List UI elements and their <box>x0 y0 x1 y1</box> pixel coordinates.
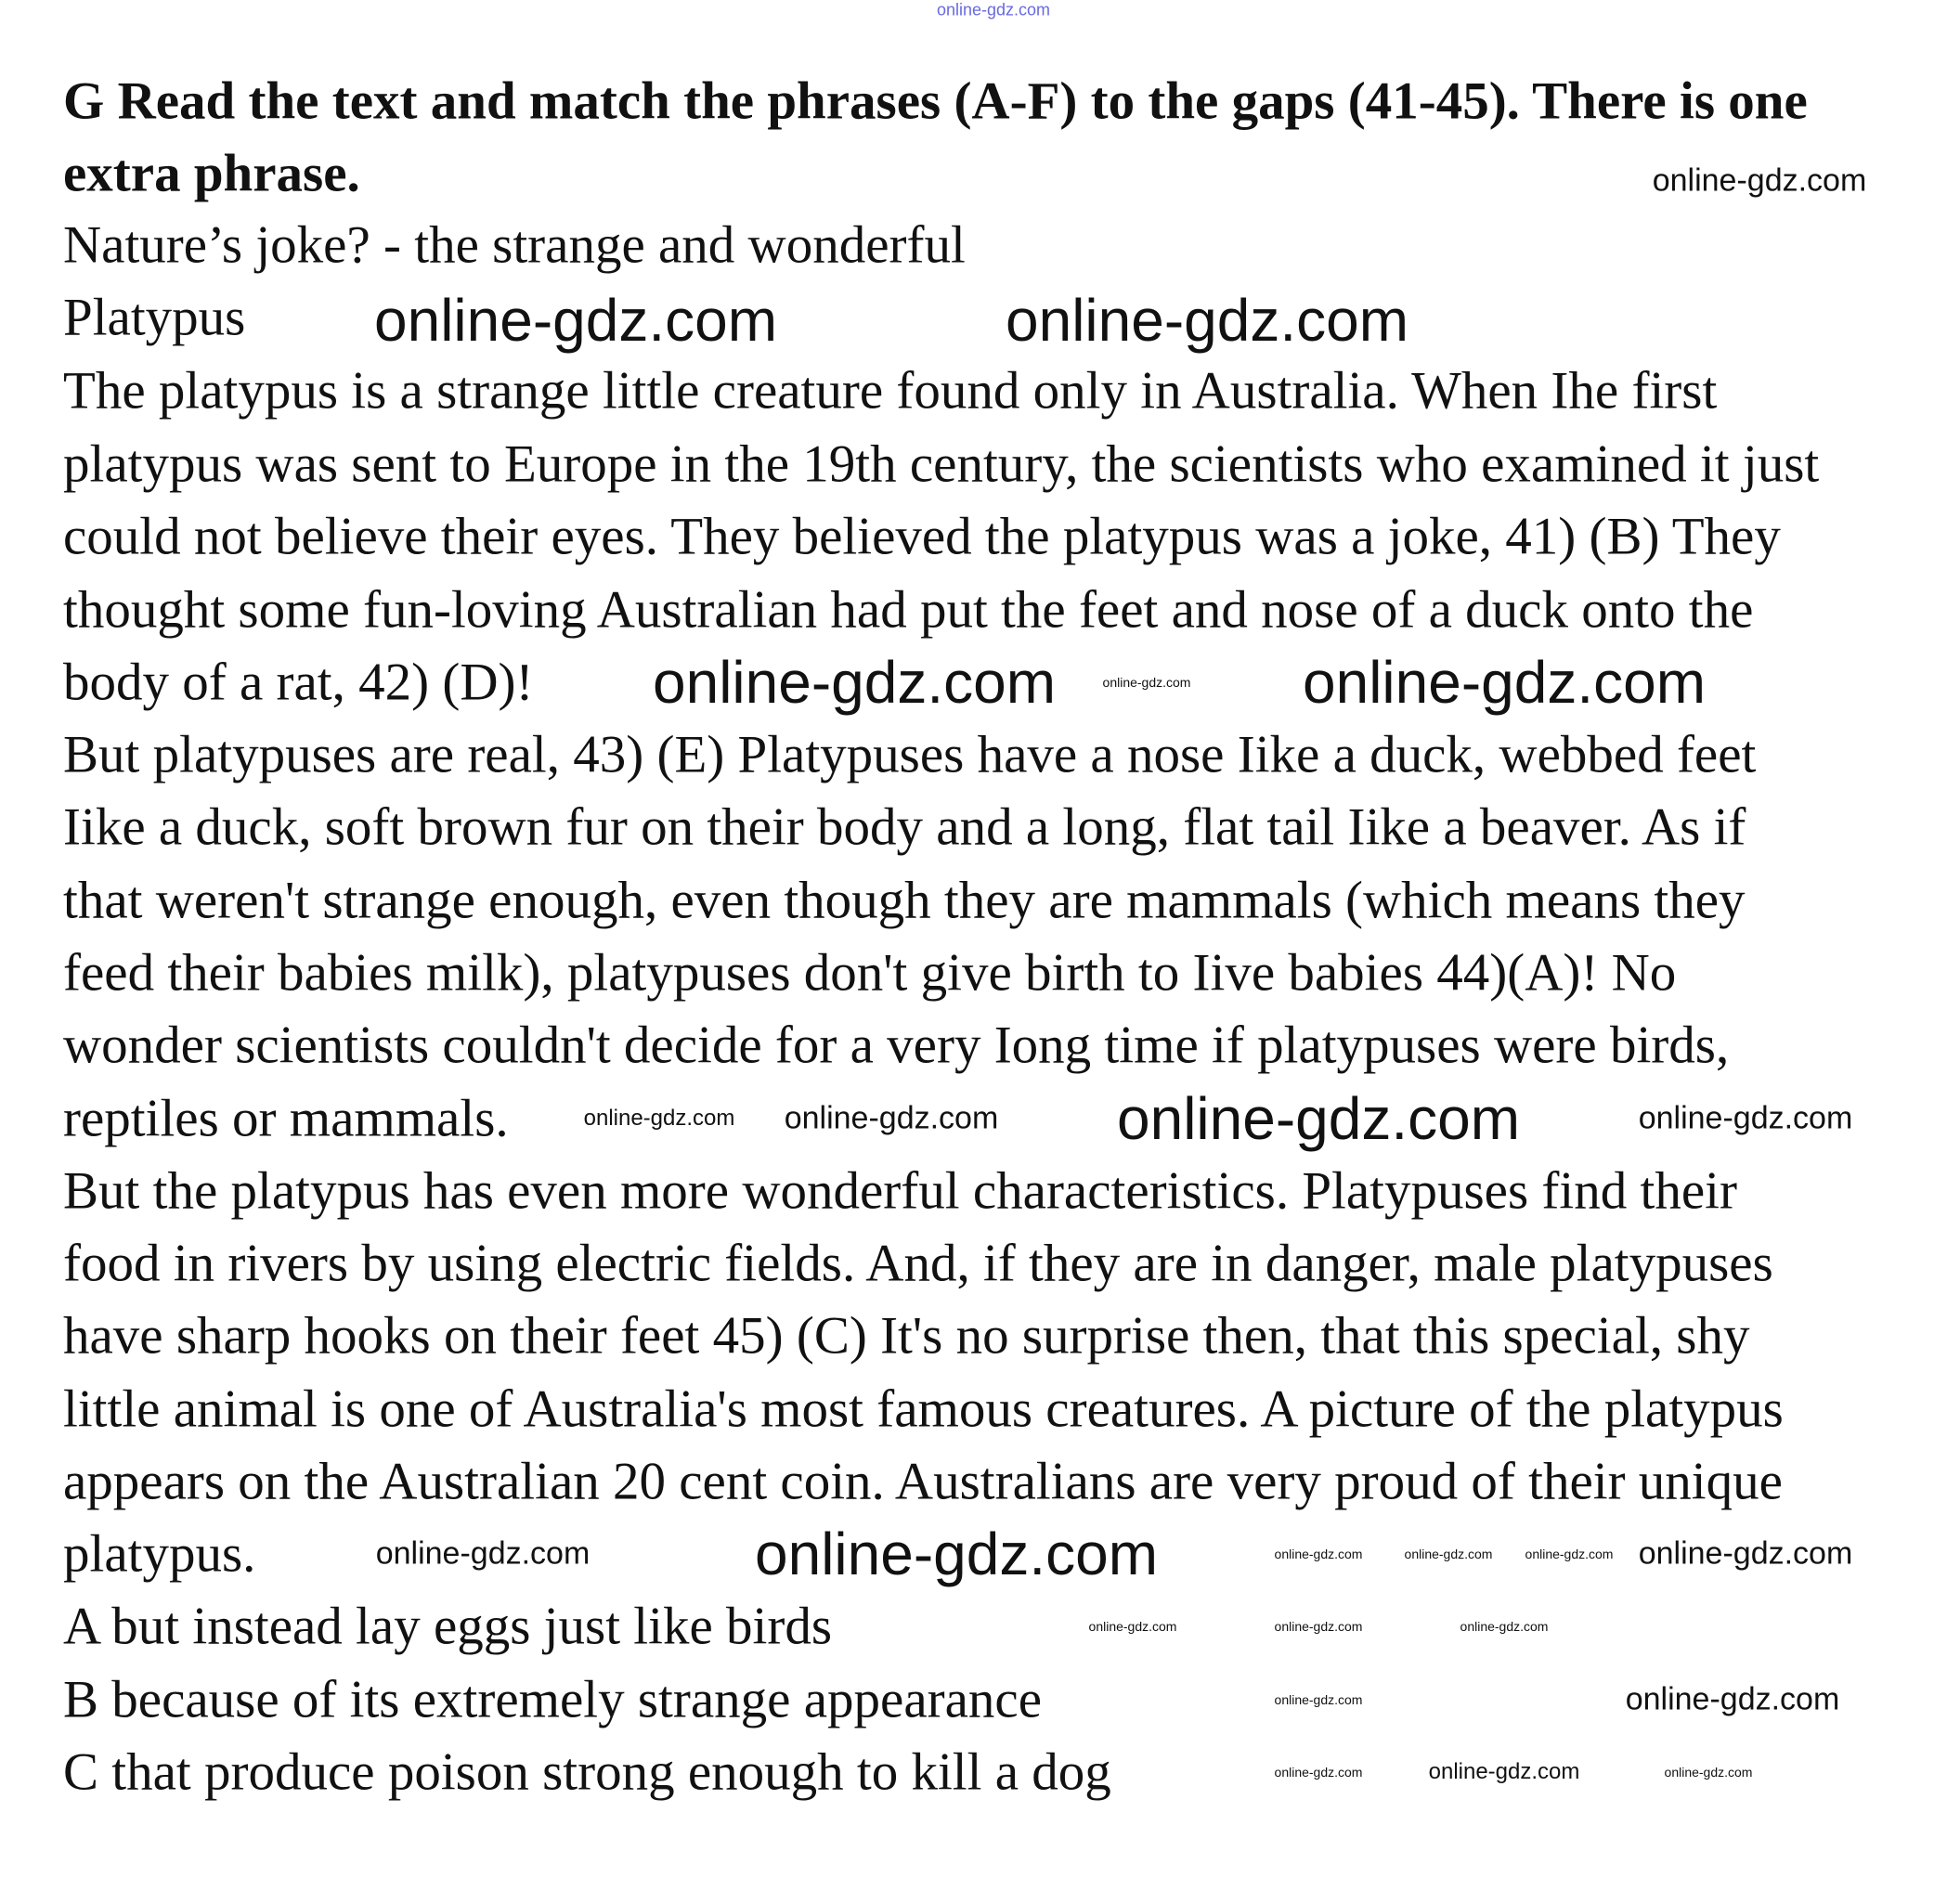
body-line: Iike a duck, soft brown fur on their body and a long, flat tail Iike a beaver. As if <box>63 797 1746 857</box>
watermark: online-gdz.com <box>1652 162 1867 199</box>
watermark: online-gdz.com <box>1638 1535 1853 1572</box>
watermark: online-gdz.com <box>1404 1547 1493 1561</box>
title-line: Platypus <box>63 288 246 347</box>
watermark: online-gdz.com <box>1274 1765 1363 1780</box>
body-line: platypus. <box>63 1524 256 1584</box>
body-line: feed their babies milk), platypuses don't give birth to Iive babies 44)(A)! No <box>63 943 1677 1003</box>
watermark: online-gdz.com <box>1102 675 1191 690</box>
watermark: online-gdz.com <box>784 1100 999 1136</box>
body-line: body of a rat, 42) (D)! <box>63 653 534 712</box>
watermark: online-gdz.com <box>1274 1692 1363 1707</box>
body-line: little animal is one of Australia's most famous creatures. A picture of the platypus <box>63 1379 1784 1439</box>
body-line: But the platypus has even more wonderful characteristics. Platypuses find their <box>63 1161 1737 1221</box>
body-line: platypus was sent to Europe in the 19th century, the scientists who examined it just <box>63 434 1820 494</box>
title-line: Nature’s joke? - the strange and wonderful <box>63 215 966 275</box>
body-line: But platypuses are real, 43) (E) Platypuses have a nose Iike a duck, webbed feet <box>63 725 1757 784</box>
watermark: online-gdz.com <box>583 1106 735 1131</box>
watermark: online-gdz.com <box>1006 287 1408 354</box>
watermark: online-gdz.com <box>936 0 1051 19</box>
watermark: online-gdz.com <box>374 287 777 354</box>
watermark: online-gdz.com <box>1274 1619 1363 1634</box>
watermark: online-gdz.com <box>1274 1547 1363 1561</box>
watermark: online-gdz.com <box>1625 1681 1840 1717</box>
option-a: A but instead lay eggs just like birds <box>63 1597 833 1656</box>
option-b: B because of its extremely strange appearance <box>63 1670 1042 1729</box>
watermark: online-gdz.com <box>1664 1765 1753 1780</box>
body-line: have sharp hooks on their feet 45) (C) It's no surprise then, that this special, shy <box>63 1306 1750 1366</box>
body-line: wonder scientists couldn't decide for a very Iong time if platypuses were birds, <box>63 1016 1730 1075</box>
watermark: online-gdz.com <box>375 1535 591 1572</box>
watermark: online-gdz.com <box>1460 1619 1549 1634</box>
watermark: online-gdz.com <box>1088 1619 1177 1634</box>
body-line: appears on the Australian 20 cent coin. Australians are very proud of their unique <box>63 1452 1783 1511</box>
watermark: online-gdz.com <box>1117 1085 1520 1152</box>
body-line: reptiles or mammals. <box>63 1089 509 1148</box>
watermark: online-gdz.com <box>653 649 1056 716</box>
watermark: online-gdz.com <box>1638 1100 1853 1136</box>
watermark: online-gdz.com <box>755 1521 1158 1587</box>
body-line: that weren't strange enough, even though they are mammals (which means they <box>63 871 1746 930</box>
heading-line: G Read the text and match the phrases (A-F) to the gaps (41-45). There is one <box>63 71 1808 131</box>
body-line: food in rivers by using electric fields. And, if they are in danger, male platypuses <box>63 1234 1773 1293</box>
body-line: thought some fun-loving Australian had put the feet and nose of a duck onto the <box>63 580 1754 640</box>
heading-line: extra phrase. <box>63 144 360 203</box>
body-line: could not believe their eyes. They believed the platypus was a joke, 41) (B) They <box>63 507 1781 566</box>
option-c: C that produce poison strong enough to kill a dog <box>63 1742 1111 1802</box>
watermark: online-gdz.com <box>1525 1547 1614 1561</box>
watermark: online-gdz.com <box>1428 1759 1580 1784</box>
body-line: The platypus is a strange little creature found only in Australia. When Ihe first <box>63 361 1718 421</box>
watermark: online-gdz.com <box>1303 649 1706 716</box>
